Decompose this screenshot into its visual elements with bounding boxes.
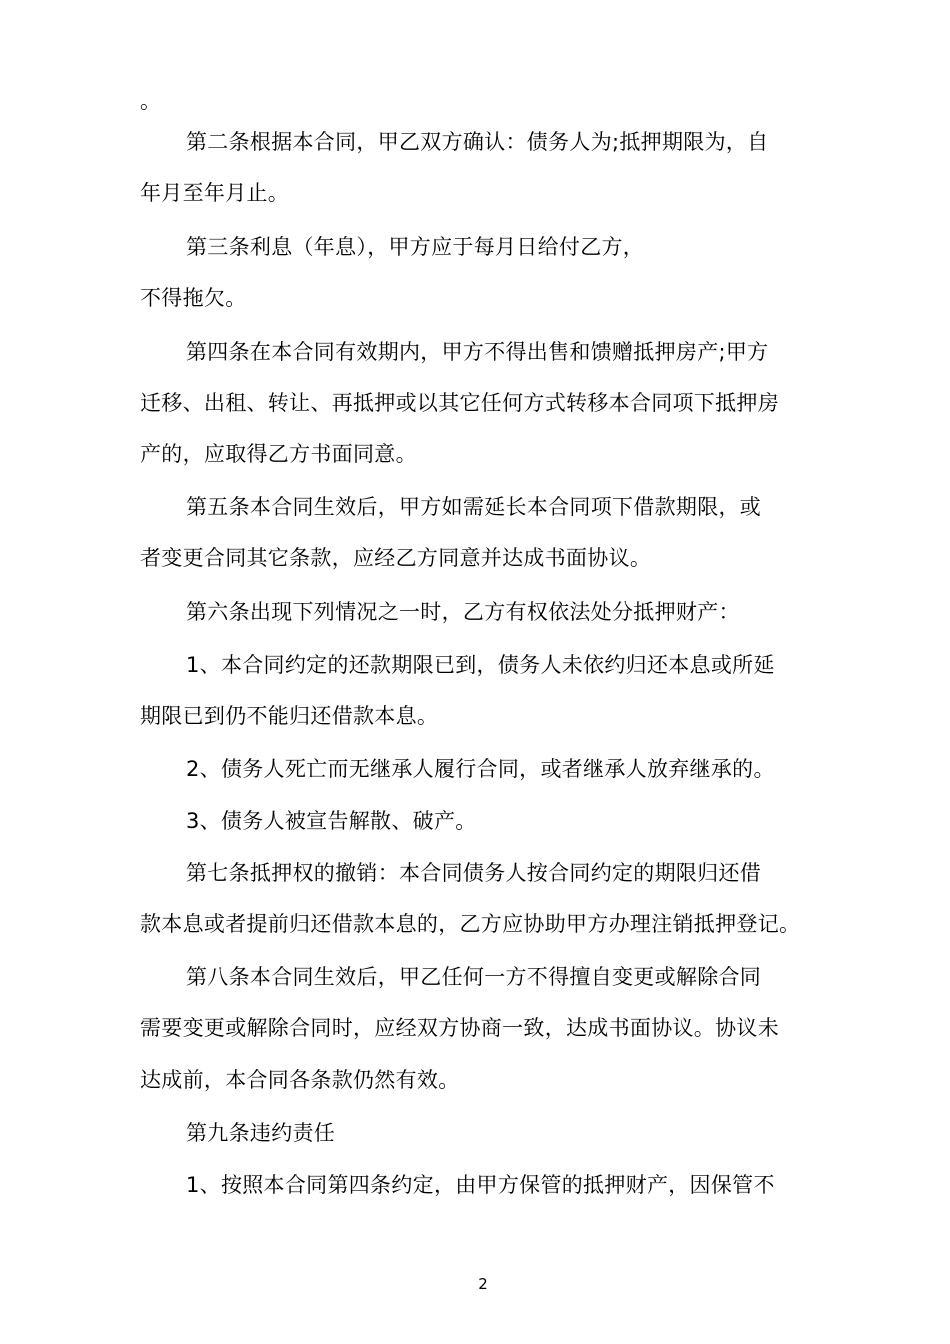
- clause-9-item-1-line-1: 1、按照本合同第四条约定，由甲方保管的抵押财产，因保管不: [186, 1173, 775, 1197]
- clause-7-line-2: 款本息或者提前归还借款本息的，乙方应协助甲方办理注销抵押登记。: [140, 912, 801, 936]
- clause-4-line-3: 产的，应取得乙方书面同意。: [140, 442, 417, 466]
- clause-6-item-2: 2、债务人死亡而无继承人履行合同，或者继承人放弃继承的。: [186, 757, 775, 781]
- clause-9-heading: 第九条违约责任: [186, 1121, 336, 1145]
- clause-5-line-2: 者变更合同其它条款，应经乙方同意并达成书面协议。: [140, 546, 652, 570]
- clause-6-item-1-line-1: 1、本合同约定的还款期限已到，债务人未依约归还本息或所延: [186, 653, 775, 677]
- clause-4-line-2: 迁移、出租、转让、再抵押或以其它任何方式转移本合同项下抵押房: [140, 391, 779, 415]
- text-line: 。: [140, 89, 162, 113]
- clause-8-line-1: 第八条本合同生效后，甲乙任何一方不得擅自变更或解除合同: [186, 965, 762, 989]
- clause-6-item-1-line-2: 期限已到仍不能归还借款本息。: [140, 704, 439, 728]
- clause-2-line-1: 第二条根据本合同，甲乙双方确认：债务人为;抵押期限为，自: [186, 130, 769, 154]
- clause-8-line-2: 需要变更或解除合同时，应经双方协商一致，达成书面协议。协议未: [140, 1016, 779, 1040]
- clause-7-line-1: 第七条抵押权的撤销：本合同债务人按合同约定的期限归还借: [186, 861, 762, 885]
- clause-4-line-1: 第四条在本合同有效期内，甲方不得出售和馈赠抵押房产;甲方: [186, 340, 769, 364]
- clause-3-line-1: 第三条利息（年息），甲方应于每月日给付乙方，: [186, 235, 645, 259]
- clause-6-line-1: 第六条出现下列情况之一时，乙方有权依法处分抵押财产：: [186, 600, 740, 624]
- clause-2-line-2: 年月至年月止。: [140, 181, 290, 205]
- clause-6-item-3: 3、债务人被宣告解散、破产。: [186, 809, 477, 833]
- clause-3-line-2: 不得拖欠。: [140, 286, 247, 310]
- clause-5-line-1: 第五条本合同生效后，甲方如需延长本合同项下借款期限，或: [186, 495, 762, 519]
- clause-8-line-3: 达成前，本合同各条款仍然有效。: [140, 1068, 460, 1092]
- page-number: 2: [478, 1275, 488, 1293]
